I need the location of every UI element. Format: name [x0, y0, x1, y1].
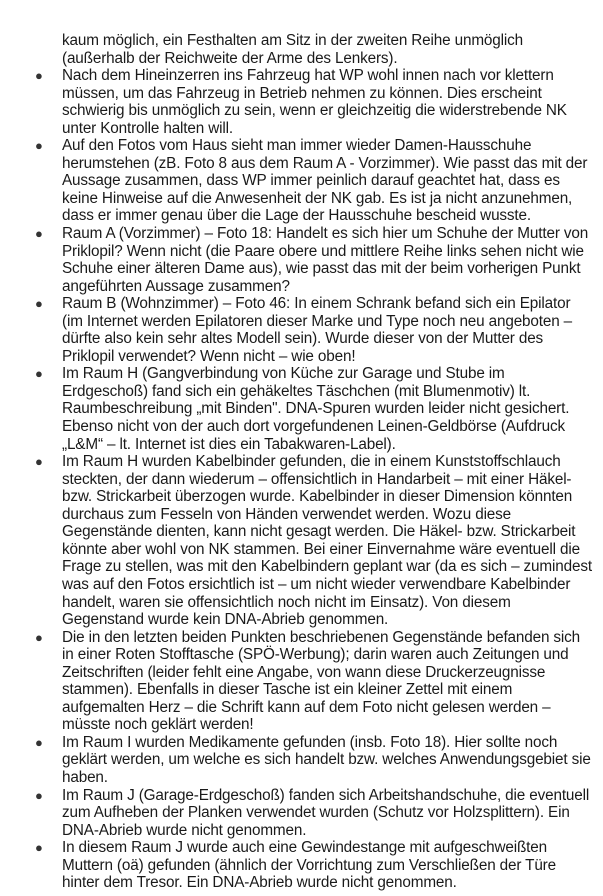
list-item [35, 295, 592, 365]
list-item-text: In diesem Raum J wurde auch eine Gewindestange mit aufgeschweißten Muttern (oä) gefunden (ähnlich der Vorrichtung zum Verschließen der Türe hinter dem Tresor. Ein DNA-Abrieb wurde nicht genommen. [62, 839, 556, 892]
list-item-text: Auf den Fotos vom Haus sieht man immer wieder Damen-Hausschuhe herumstehen (zB. Foto 8 aus dem Raum A - Vorzimmer). Wie passt das mit der Aussage zusammen, dass WP immer peinlich darauf geachtet hat, dass es keine Hinweise auf die Anwesenheit der NK gab. Es ist ja nicht anzunehmen, dass er immer genau über die Lage der Hausschuhe bescheid wusste. [62, 137, 588, 225]
list-item [35, 365, 592, 453]
list-item [35, 67, 592, 137]
list-item [35, 225, 592, 295]
bullet-dot-icon: ● [35, 734, 43, 750]
list-item [35, 453, 592, 629]
bullet-dot-icon: ● [35, 840, 43, 856]
list-item-text: Im Raum H (Gangverbindung von Küche zur Garage und Stube im Erdgeschoß) fand sich ein gehäkeltes Täschchen (mit Blumenmotiv) lt. Raumbeschreibung „mit Binden". DNA-Spuren wurden leider nicht gesichert. Ebenso nicht von der auch dort vorgefundenen Leinen-Geldbörse (Aufdruck „L&M“ – lt. Internet ist dies ein Tabakwaren-Label). [62, 365, 570, 453]
list-item-text: Raum A (Vorzimmer) – Foto 18: Handelt es sich hier um Schuhe der Mutter von Priklopil? Wenn nicht (die Paare obere und mittlere Reihe links sehen nicht wie Schuhe einer älteren Dame aus), wie passt das mit der beim vorherigen Punkt angeführten Aussage zusammen? [62, 225, 589, 295]
continuation-paragraph: kaum möglich, ein Festhalten am Sitz in der zweiten Reihe unmöglich (außerhalb der Reichweite der Arme des Lenkers). [62, 32, 523, 67]
list-item-text: Nach dem Hineinzerren ins Fahrzeug hat WP wohl innen nach vor klettern müssen, um das Fahrzeug in Betrieb nehmen zu können. Dies erscheint schwierig bis unmöglich zu sein, wenn er gleichzeitig die widerstrebende NK unter Kontrolle halten will. [62, 67, 567, 137]
bullet-dot-icon: ● [35, 366, 43, 382]
bullet-dot-icon: ● [35, 138, 43, 154]
list-item [35, 786, 592, 840]
list-item-text: Im Raum J (Garage-Erdgeschoß) fanden sich Arbeitshandschuhe, die eventuell zum Aufheben der Planken verwendet wurden (Schutz vor Holzsplittern). Ein DNA-Abrieb wurde nicht genommen. [62, 786, 590, 839]
list-item-text: Die in den letzten beiden Punkten beschriebenen Gegenstände befanden sich in einer Roten Stofftasche (SPÖ-Werbung); darin waren auch Zeitungen und Zeitschriften (leider fehlt eine Angabe, von wann diese Druckerzeugnisse stammen). Ebenfalls in dieser Tasche ist ein kleiner Zettel mit einem aufgemalten Herz – die Schrift kann auf dem Foto nicht gelesen werden – müsste noch geklärt werden! [62, 628, 581, 734]
document-body [0, 32, 603, 892]
bullet-dot-icon: ● [35, 296, 43, 312]
bullet-dot-icon: ● [35, 787, 43, 803]
bullet-dot-icon: ● [35, 68, 43, 84]
bullet-dot-icon: ● [35, 226, 43, 242]
bullet-dot-icon: ● [35, 629, 43, 645]
list-item [35, 628, 592, 734]
list-item [35, 733, 592, 787]
list-item [35, 839, 592, 892]
list-item-text: Im Raum I wurden Medikamente gefunden (insb. Foto 18). Hier sollte noch geklärt werden, um welche es sich handelt bzw. welches Anwendungsgebiet sie haben. [62, 733, 591, 786]
list-item [35, 137, 592, 225]
bullet-dot-icon: ● [35, 454, 43, 470]
list-item-text: Raum B (Wohnzimmer) – Foto 46: In einem Schrank befand sich ein Epilator (im Internet werden Epilatoren dieser Marke und Type noch neu angeboten – dürfte also kein sehr altes Modell sein). Wurde dieser von der Mutter des Priklopil verwendet? Wenn nicht – wie oben! [62, 295, 573, 365]
list-item-text: Im Raum H wurden Kabelbinder gefunden, die in einem Kunststoffschlauch steckten, der dann wiederum – offensichtlich in Handarbeit – mit einer Häkel- bzw. Strickarbeit überzogen wurde. Kabelbinder in dieser Dimension könnten durchaus zum Fesseln von Händen verwendet werden. Wozu diese Gegenstände dienten, kann nicht gesagt werden. Die Häkel- bzw. Strickarbeit könnte aber wohl von NK stammen. Bei einer Einvernahme wäre eventuell die Frage zu stellen, was mit den Kabelbindern geplant war (da es sich – zumindest was auf den Fotos ersichtlich ist – um nicht wieder verwendbare Kabelbinder handelt, waren sie offensichtlich noch nicht im Einsatz). Von diesem Gegenstand wurde kein DNA-Abrieb genommen. [62, 453, 592, 629]
bullet-list [0, 67, 603, 892]
